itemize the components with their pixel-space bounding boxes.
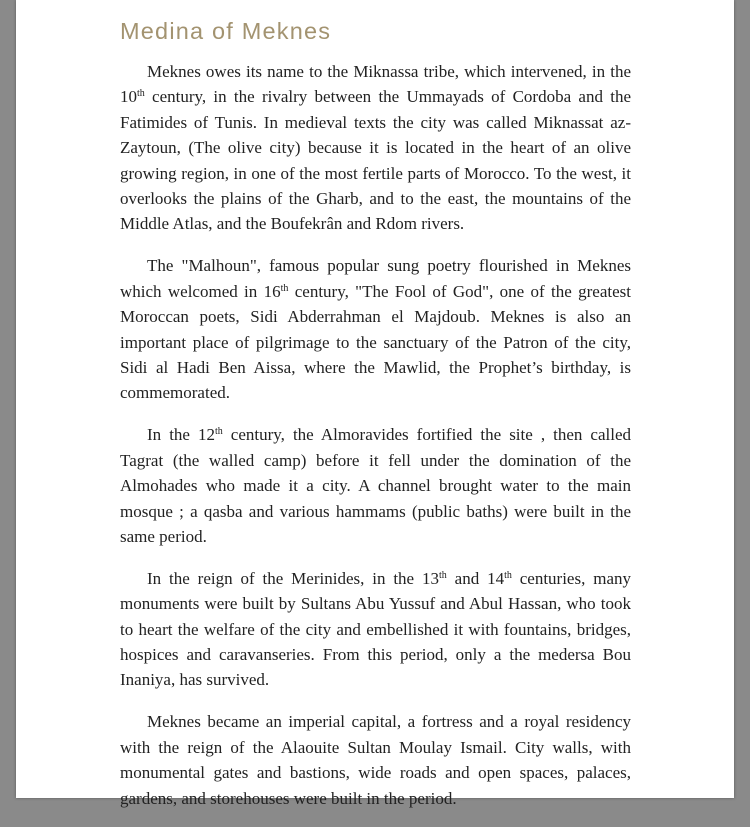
document-page (16, 0, 734, 808)
paragraph-5 (120, 709, 631, 811)
paragraph-4 (120, 566, 631, 693)
text-run: Meknes owes its name to the Miknassa tribe, which intervened, in the 10 (120, 62, 631, 107)
text-run: century, in the rivalry between the Ummayads of Cordoba and the Fatimides of Tunis. In medieval texts the city was called Miknassat az-Zaytoun, (The olive city) because it is located in the heart of an olive growing region, in one of the most fertile parts of Morocco. To the west, it overlooks the plains of the Gharb, and to the east, the mountains of the Middle Atlas, and the Boufekrân and Rdom rivers. (120, 87, 631, 234)
text-run: centuries, many monuments were built by Sultans Abu Yussuf and Abul Hassan, who took to heart the welfare of the city and embellished it with fountains, bridges, hospices and caravanseries. From this period, only a the medersa Bou Inaniya, has survived. (120, 568, 631, 690)
text-run: In the 12 (147, 425, 215, 445)
paragraph-2 (120, 253, 631, 405)
superscript: th (504, 569, 512, 581)
superscript: th (438, 569, 447, 581)
paragraph-3 (120, 422, 631, 549)
text-run: In the reign of the Merinides, in the 13 (147, 568, 439, 588)
text-run: century, the Almoravides fortified the site , then called Tagrat (the walled camp) before it fell under the domination of the Almohades who made it a city. A channel brought water to the main mosque ; a qasba and various hammams (public baths) were built in the same period. (120, 425, 631, 546)
superscript: th (280, 282, 289, 294)
page-content (120, 14, 631, 827)
page-title: Medina of Meknes (120, 18, 332, 44)
paragraph-1 (120, 59, 631, 237)
text-run: century, "The Fool of God", one of the greatest Moroccan poets, Sidi Abderrahman el Majdoub. Meknes is also an important place of pilgrimage to the sanctuary of the Patron of the city, Sidi al Hadi Ben Aissa, where the Mawlid, the Prophet’s birthday, is commemorated. (120, 281, 631, 403)
text-run: The "Malhoun", famous popular sung poetry flourished in Meknes which welcomed in 16 (120, 256, 631, 301)
superscript: th (215, 426, 223, 438)
superscript: th (137, 88, 145, 100)
text-run: and 14 (446, 568, 505, 588)
text-run: Meknes became an imperial capital, a fortress and a royal residency with the reign of the Alaouite Sultan Moulay Ismail. City walls, with monumental gates and bastions, wide roads and open spaces, palaces, gardens, and storehouses were built in the period. (120, 712, 631, 808)
